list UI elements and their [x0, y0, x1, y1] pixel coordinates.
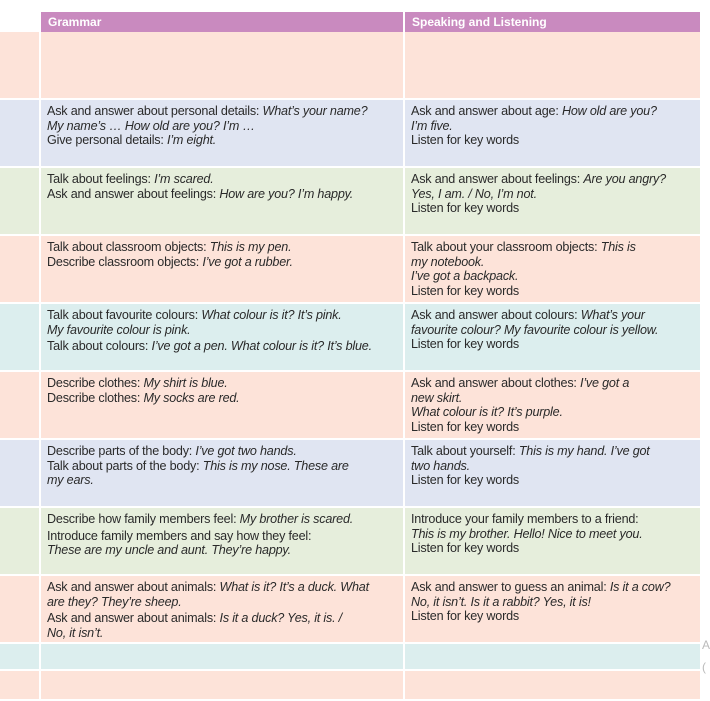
cell-line [411, 527, 695, 542]
example-text: I’ve got two hands. [195, 444, 297, 458]
cell-line [47, 529, 398, 544]
cell-line [411, 444, 695, 459]
row-marker [0, 372, 41, 438]
cell-line [411, 609, 695, 624]
table-row [0, 168, 700, 236]
table-row-empty [0, 671, 700, 701]
page-edge-mark: ( [702, 660, 706, 674]
skill-text: Describe parts of the body: [47, 444, 196, 458]
row-marker [0, 576, 41, 642]
table-row-empty [0, 32, 700, 100]
cell-line [47, 172, 398, 187]
cell-line [47, 459, 398, 474]
skill-text: Listen for key words [411, 541, 519, 556]
skill-text: Listen for key words [411, 419, 519, 434]
grammar-cell [41, 100, 405, 166]
speaking-cell [405, 304, 700, 370]
skill-text: Listen for key words [411, 609, 519, 624]
syllabus-table [0, 12, 700, 701]
cell-line [411, 308, 695, 323]
table-row [0, 100, 700, 168]
cell-line [411, 580, 695, 595]
page-edge-mark: A [702, 638, 710, 652]
skill-text: Ask and answer about colours: [411, 308, 581, 322]
skill-text: Talk about parts of the body: [47, 458, 203, 473]
skill-text: Listen for key words [411, 133, 519, 148]
skill-text: Listen for key words [411, 473, 519, 488]
example-text: What’s your name? [262, 104, 368, 118]
cell-line [411, 187, 695, 202]
example-text: My socks are red. [143, 390, 240, 405]
speaking-cell [405, 671, 700, 699]
example-text: What’s your [580, 308, 645, 322]
cell-line [47, 104, 398, 119]
row-marker [0, 508, 41, 574]
speaking-cell [405, 508, 700, 574]
example-text: This is my pen. [209, 240, 292, 254]
example-text: favourite colour? My favourite colour is yellow. [411, 322, 659, 337]
cell-line [411, 473, 695, 488]
cell-line [47, 376, 398, 391]
example-text: My brother is scared. [239, 512, 354, 526]
skill-text: Talk about yourself: [411, 444, 519, 458]
skill-text: Ask and answer about personal details: [47, 104, 263, 118]
table-row [0, 508, 700, 576]
example-text: These are my uncle and aunt. They’re happy. [47, 543, 291, 558]
cell-line [411, 284, 695, 299]
example-text: I’m eight. [167, 133, 217, 148]
cell-line [47, 391, 398, 406]
speaking-cell [405, 168, 700, 234]
example-text: My name’s … How old are you? I’m … [47, 118, 255, 133]
cell-line [411, 269, 695, 284]
grammar-header: Grammar [41, 12, 405, 32]
speaking-cell [405, 32, 700, 98]
cell-line [47, 595, 398, 610]
cell-line [411, 337, 695, 352]
grammar-cell [41, 644, 405, 669]
speaking-cell [405, 644, 700, 669]
skill-text: Describe clothes: [47, 376, 144, 390]
skill-text: Introduce your family members to a friend: [411, 512, 639, 526]
table-row [0, 304, 700, 372]
example-text: No, it isn’t. Is it a rabbit? Yes, it is! [411, 594, 591, 609]
cell-line [411, 172, 695, 187]
example-text: are they? They’re sheep. [47, 594, 182, 609]
grammar-cell [41, 372, 405, 438]
skill-text: Listen for key words [411, 283, 519, 298]
cell-line [47, 255, 398, 270]
row-marker [0, 304, 41, 370]
skill-text: Talk about favourite colours: [47, 308, 202, 322]
header-spacer [0, 12, 41, 32]
example-text: Is it a cow? [609, 580, 671, 594]
cell-line [47, 339, 398, 354]
cell-line [47, 626, 398, 641]
cell-line [47, 308, 398, 323]
example-text: two hands. [411, 458, 470, 473]
example-text: My favourite colour is pink. [47, 322, 191, 337]
speaking-cell [405, 100, 700, 166]
example-text: Are you angry? [583, 172, 666, 186]
cell-line [47, 133, 398, 148]
cell-line [411, 255, 695, 270]
grammar-cell [41, 440, 405, 506]
cell-line [47, 240, 398, 255]
skill-text: Talk about colours: [47, 339, 152, 354]
example-text: This is [600, 240, 636, 254]
example-text: Yes, I am. / No, I’m not. [411, 186, 537, 201]
cell-line [47, 512, 398, 527]
row-marker [0, 440, 41, 506]
example-text: I’ve got a pen. What colour is it? It’s blue. [151, 339, 372, 354]
cell-line [47, 580, 398, 595]
skill-text: Describe how family members feel: [47, 512, 240, 526]
speaking-cell [405, 576, 700, 642]
cell-line [411, 391, 695, 406]
cell-line [411, 459, 695, 474]
example-text: What colour is it? It’s pink. [201, 308, 342, 322]
example-text: No, it isn’t. [47, 625, 104, 640]
cell-line [411, 104, 695, 119]
skill-text: Talk about feelings: [47, 172, 155, 186]
cell-line [411, 240, 695, 255]
example-text: How old are you? [561, 104, 657, 118]
row-marker [0, 644, 41, 669]
example-text: I’ve got a backpack. [411, 269, 519, 284]
skill-text: Ask and answer about feelings: [411, 172, 584, 186]
cell-line [47, 187, 398, 202]
example-text: my notebook. [411, 254, 485, 269]
cell-line [47, 543, 398, 558]
table-row [0, 236, 700, 304]
table-header [0, 12, 700, 32]
cell-line [411, 133, 695, 148]
example-text: My shirt is blue. [143, 376, 228, 390]
cell-line [47, 119, 398, 134]
skill-text: Ask and answer about age: [411, 104, 562, 118]
table-row [0, 372, 700, 440]
example-text: my ears. [47, 473, 94, 488]
example-text: I’ve got a rubber. [202, 254, 293, 269]
cell-line [411, 201, 695, 216]
grammar-cell [41, 236, 405, 302]
skill-text: Introduce family members and say how they feel: [47, 528, 312, 543]
cell-line [47, 323, 398, 338]
cell-line [411, 512, 695, 527]
example-text: What colour is it? It’s purple. [411, 405, 563, 420]
row-marker [0, 168, 41, 234]
skill-text: Describe classroom objects: [47, 254, 203, 269]
row-marker [0, 671, 41, 699]
skill-text: Ask and answer about clothes: [411, 376, 581, 390]
grammar-cell [41, 32, 405, 98]
skill-text: Describe clothes: [47, 390, 144, 405]
table-row-empty [0, 644, 700, 671]
example-text: How are you? I’m happy. [219, 186, 354, 201]
skill-text: Talk about your classroom objects: [411, 240, 601, 254]
cell-line [411, 323, 695, 338]
skill-text: Talk about classroom objects: [47, 240, 210, 254]
skill-text: Listen for key words [411, 337, 519, 352]
grammar-cell [41, 671, 405, 699]
speaking-listening-header: Speaking and Listening [405, 12, 700, 32]
cell-line [411, 420, 695, 435]
speaking-cell [405, 372, 700, 438]
row-marker [0, 100, 41, 166]
skill-text: Listen for key words [411, 201, 519, 216]
grammar-cell [41, 576, 405, 642]
example-text: I’m five. [411, 118, 453, 133]
table-row [0, 576, 700, 644]
example-text: I’ve got a [580, 376, 630, 390]
example-text: I’m scared. [154, 172, 214, 186]
table-row [0, 440, 700, 508]
grammar-cell [41, 304, 405, 370]
cell-line [411, 541, 695, 556]
skill-text: Give personal details: [47, 133, 168, 148]
skill-text: Ask and answer about animals: [47, 580, 220, 594]
row-marker [0, 32, 41, 98]
cell-line [47, 611, 398, 626]
skill-text: Ask and answer about feelings: [47, 186, 220, 201]
cell-line [411, 119, 695, 134]
speaking-cell [405, 440, 700, 506]
cell-line [47, 473, 398, 488]
cell-line [411, 376, 695, 391]
grammar-cell [41, 168, 405, 234]
example-text: This is my nose. These are [202, 458, 349, 473]
cell-line [47, 444, 398, 459]
example-text: This is my brother. Hello! Nice to meet you. [411, 526, 643, 541]
example-text: What is it? It’s a duck. What [219, 580, 369, 594]
cell-line [411, 595, 695, 610]
cell-line [411, 405, 695, 420]
row-marker [0, 236, 41, 302]
example-text: new skirt. [411, 390, 463, 405]
grammar-cell [41, 508, 405, 574]
skill-text: Ask and answer to guess an animal: [411, 580, 610, 594]
skill-text: Ask and answer about animals: [47, 611, 220, 626]
example-text: Is it a duck? Yes, it is. / [219, 611, 342, 626]
example-text: This is my hand. I’ve got [518, 444, 650, 458]
speaking-cell [405, 236, 700, 302]
